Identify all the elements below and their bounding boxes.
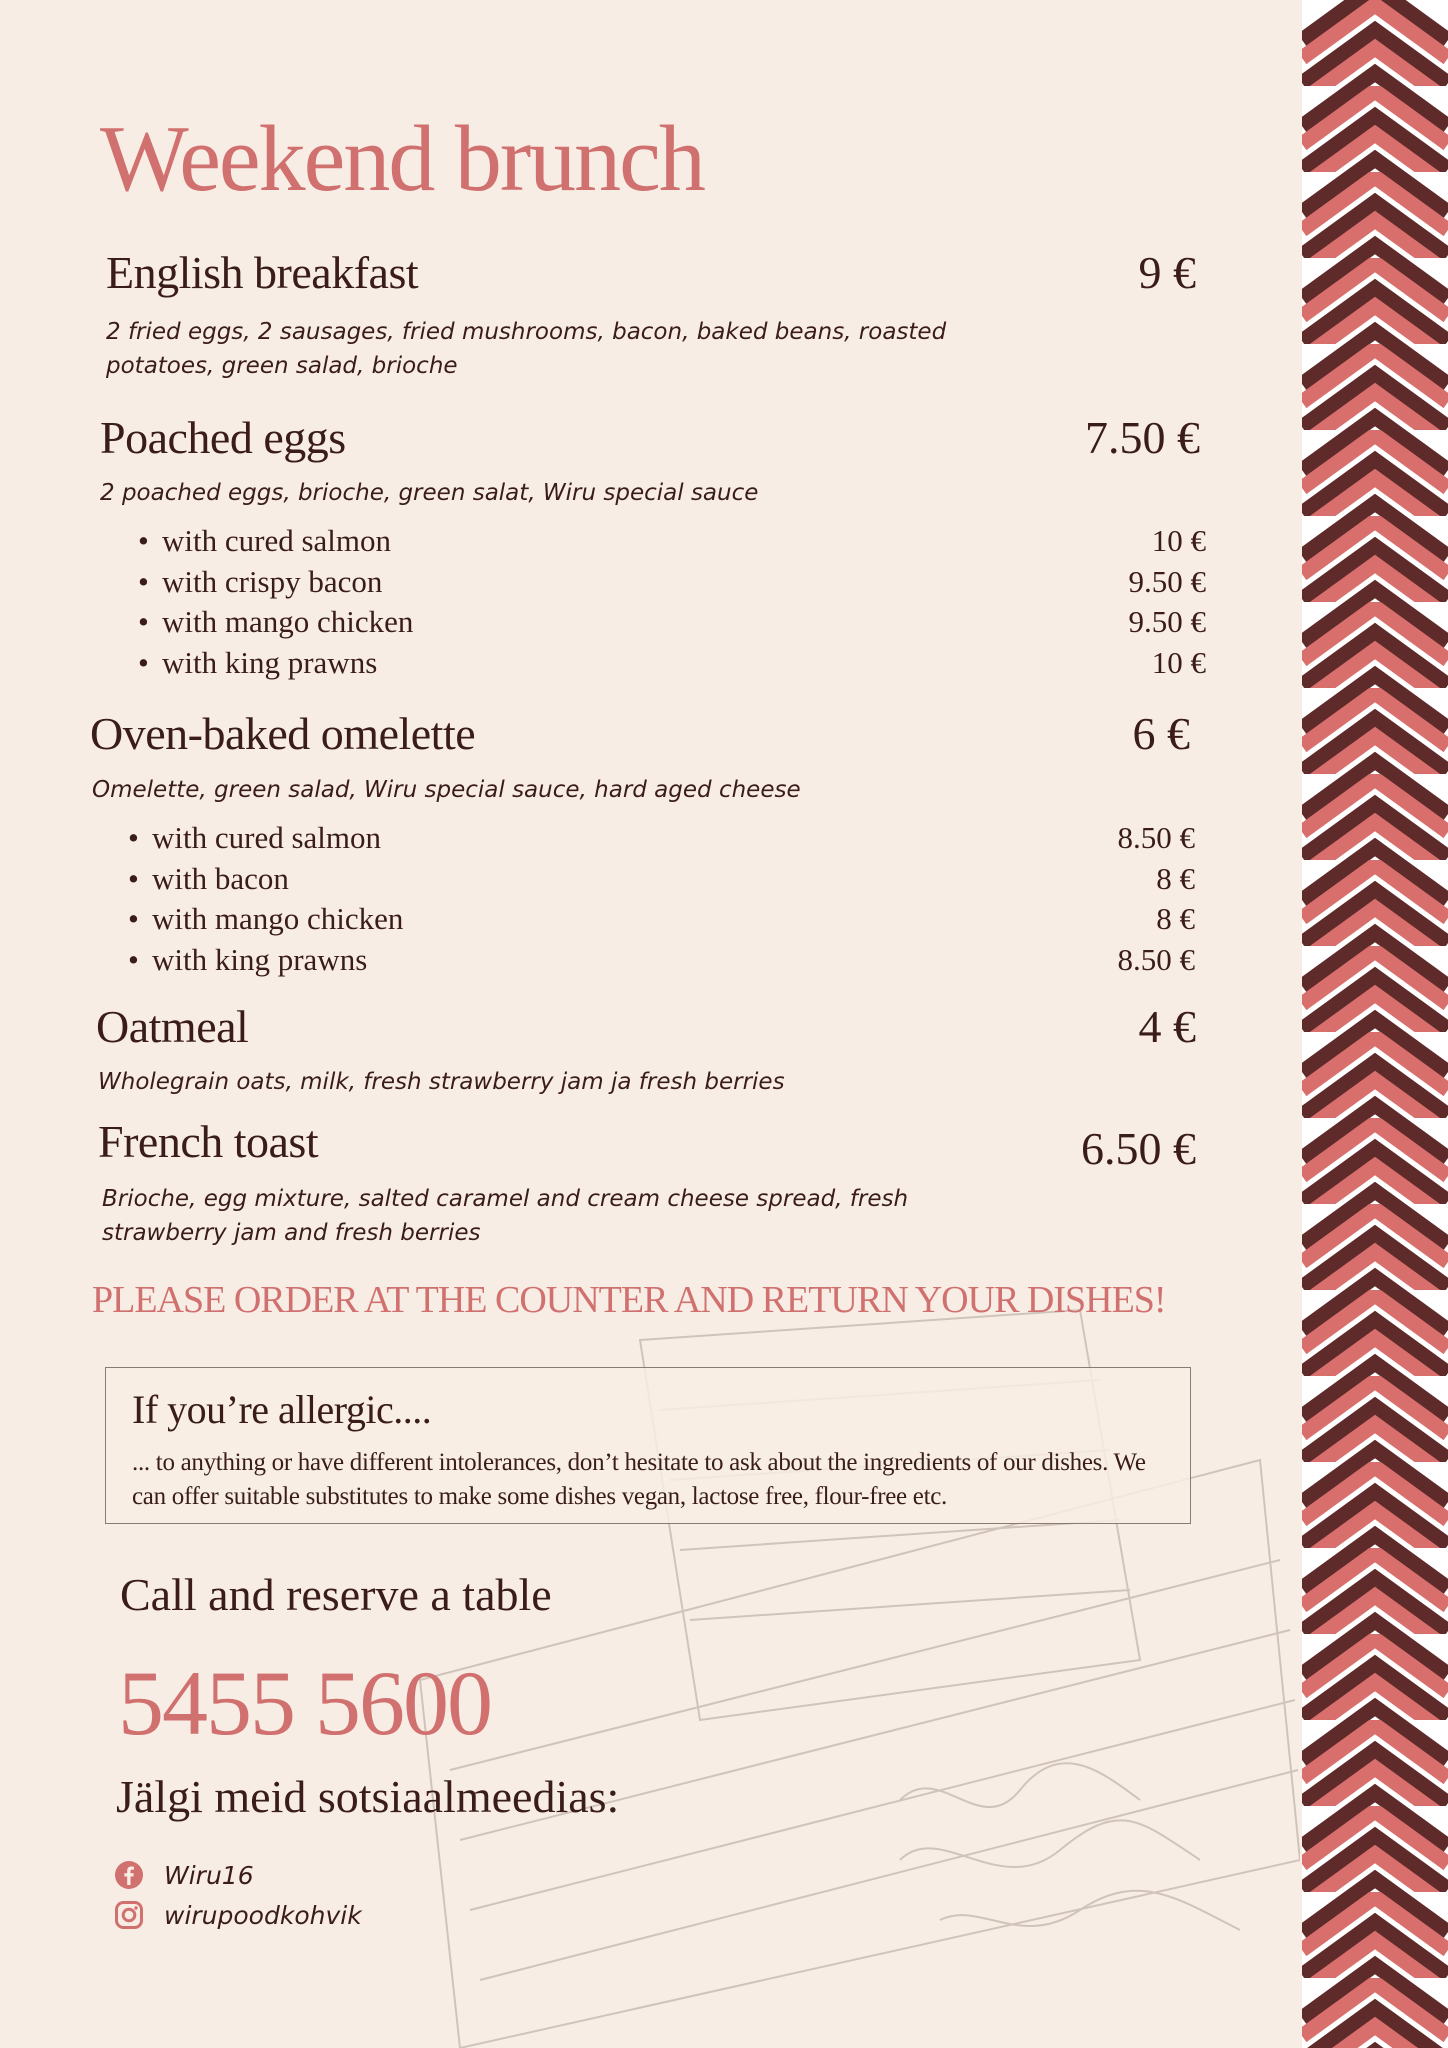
option-label: with king prawns: [152, 941, 368, 977]
option-price: 8.50 €: [1117, 820, 1195, 855]
menu-title: Weekend brunch: [100, 107, 704, 211]
allergy-text: ... to anything or have different intolerances, don’t hesitate to ask about the ingredients of our dishes. We can offer suitable substitutes to make some dishes vegan, lactose free, flour-free etc.: [132, 1449, 1146, 1510]
option-row: [128, 820, 1195, 861]
bullet: •: [138, 563, 149, 599]
option-row: [138, 645, 1206, 686]
facebook-handle: Wiru16: [164, 1860, 254, 1890]
option-price: 9.50 €: [1128, 563, 1206, 599]
option-label: with mango chicken: [152, 901, 404, 936]
option-row: [138, 523, 1206, 564]
item-price-poached-eggs: 7.50 €: [1085, 412, 1200, 463]
instagram-icon: [114, 1900, 144, 1930]
phone-number[interactable]: 5455 5600: [118, 1652, 491, 1754]
option-label: with cured salmon: [152, 820, 382, 855]
option-price: 8.50 €: [1117, 941, 1195, 977]
bullet: •: [138, 644, 149, 680]
reserve-label: Call and reserve a table: [120, 1569, 552, 1620]
option-label: with mango chicken: [162, 604, 414, 639]
option-label: with bacon: [152, 860, 289, 896]
option-row: [128, 942, 1195, 983]
option-row: [138, 564, 1206, 605]
option-price: 8 €: [1156, 901, 1195, 936]
facebook-icon: [114, 1860, 144, 1890]
option-price: 10 €: [1151, 644, 1206, 680]
chevron-border: [1302, 0, 1448, 2048]
option-label: with cured salmon: [162, 523, 392, 558]
bullet: •: [128, 860, 139, 896]
item-price-english-breakfast: 9 €: [1138, 247, 1196, 298]
option-label: with crispy bacon: [162, 563, 383, 599]
item-desc-french-toast: Brioche, egg mixture, salted caramel and cream cheese spread, fresh strawberry jam and fresh berries: [102, 1186, 909, 1246]
item-name-omelette: Oven-baked omelette: [90, 708, 476, 759]
item-price-oatmeal: 4 €: [1138, 1001, 1196, 1052]
item-name-english-breakfast: English breakfast: [106, 247, 419, 298]
social-instagram[interactable]: [114, 1898, 362, 1932]
social-facebook[interactable]: [114, 1858, 254, 1892]
item-price-omelette: 6 €: [1132, 708, 1190, 759]
bullet: •: [128, 941, 139, 977]
item-desc-english-breakfast: 2 fried eggs, 2 sausages, fried mushrooms, bacon, baked beans, roasted potatoes, green salad, brioche: [106, 319, 947, 379]
item-name-poached-eggs: Poached eggs: [100, 412, 346, 463]
item-desc-omelette: Omelette, green salad, Wiru special sauce, hard aged cheese: [92, 777, 801, 803]
option-price: 10 €: [1151, 523, 1206, 558]
bullet: •: [138, 523, 149, 558]
bullet: •: [138, 604, 149, 639]
option-label: with king prawns: [162, 644, 378, 680]
social-follow-label: Jälgi meid sotsiaalmeedias:: [116, 1771, 620, 1822]
option-row: [128, 861, 1195, 902]
option-price: 9.50 €: [1128, 604, 1206, 639]
chevron-pattern: [1302, 0, 1448, 2048]
item-desc-poached-eggs: 2 poached eggs, brioche, green salat, Wiru special sauce: [100, 480, 759, 506]
instagram-handle: wirupoodkohvik: [164, 1900, 362, 1930]
allergy-title: If you’re allergic....: [132, 1387, 432, 1432]
allergy-info-box: [105, 1367, 1191, 1524]
option-row: [138, 604, 1206, 645]
item-desc-oatmeal: Wholegrain oats, milk, fresh strawberry jam ja fresh berries: [98, 1069, 785, 1095]
bullet: •: [128, 820, 139, 855]
option-price: 8 €: [1156, 860, 1195, 896]
option-row: [128, 901, 1195, 942]
options-omelette: [128, 820, 1195, 982]
item-name-french-toast: French toast: [98, 1116, 319, 1167]
item-name-oatmeal: Oatmeal: [96, 1001, 249, 1052]
options-poached-eggs: [138, 523, 1206, 685]
item-price-french-toast: 6.50 €: [1081, 1123, 1196, 1174]
bullet: •: [128, 901, 139, 936]
order-notice: PLEASE ORDER AT THE COUNTER AND RETURN YOUR DISHES!: [92, 1279, 1166, 1321]
